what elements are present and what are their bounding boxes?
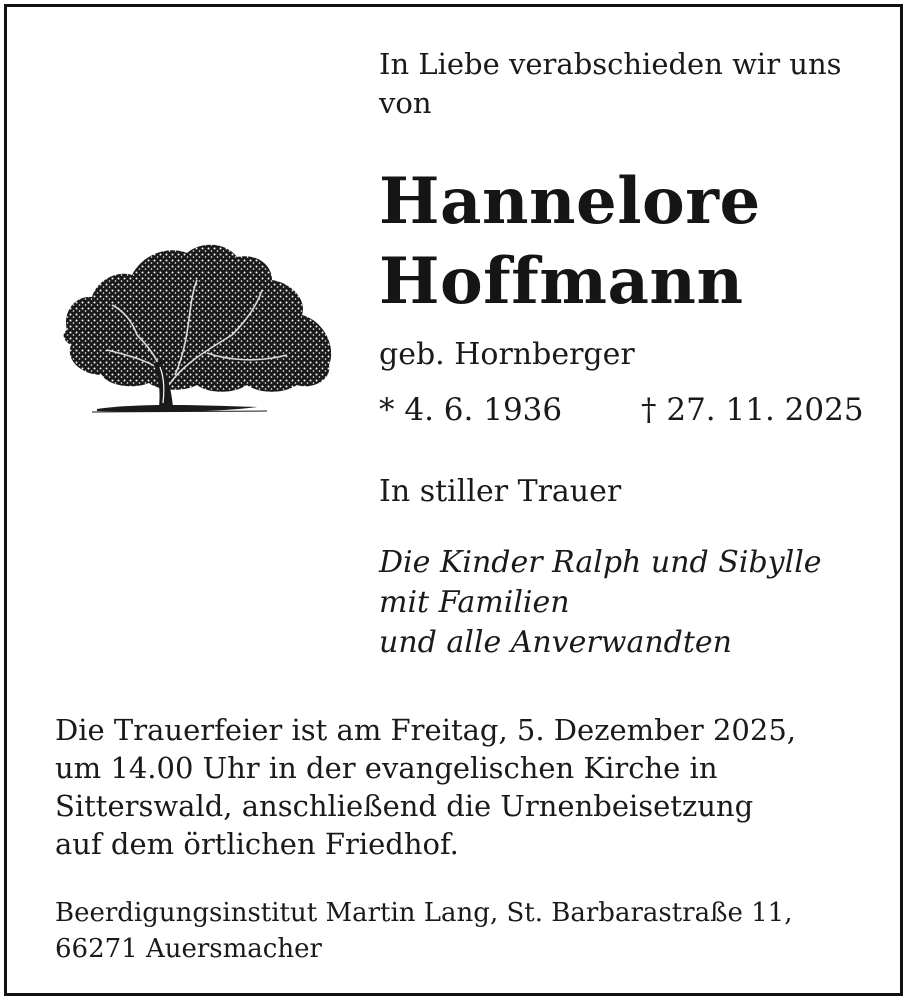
birth-date: * 4. 6. 1936 (379, 392, 563, 428)
death-date: † 27. 11. 2025 (641, 392, 864, 428)
undertaker-line: Beerdigungsinstitut Martin Lang, St. Barbarastraße 11, (55, 898, 793, 928)
intro-line: von (379, 86, 432, 120)
family-line: Die Kinder Ralph und Sibylle (379, 545, 822, 580)
last-name: Hoffmann (379, 244, 744, 319)
service-line: Die Trauerfeier ist am Freitag, 5. Dezember 2025, (55, 713, 796, 747)
obituary-frame (4, 4, 903, 996)
undertaker-info (55, 895, 885, 967)
service-line: um 14.00 Uhr in der evangelischen Kirche in (55, 751, 718, 785)
intro-line: In Liebe verabschieden wir uns (379, 47, 842, 81)
intro-text (379, 45, 879, 123)
birth-name: geb. Hornberger (379, 337, 635, 372)
family-signature (379, 543, 822, 663)
family-line: mit Familien (379, 585, 570, 620)
service-info (55, 711, 885, 863)
deceased-name (379, 162, 761, 322)
service-line: auf dem örtlichen Friedhof. (55, 827, 459, 861)
first-name: Hannelore (379, 164, 761, 239)
service-line: Sitterswald, anschließend die Urnenbeisetzung (55, 789, 754, 823)
mourning-line: In stiller Trauer (379, 474, 622, 509)
tree-illustration (57, 235, 342, 420)
undertaker-line: 66271 Auersmacher (55, 934, 322, 964)
family-line: und alle Anverwandten (379, 625, 732, 660)
